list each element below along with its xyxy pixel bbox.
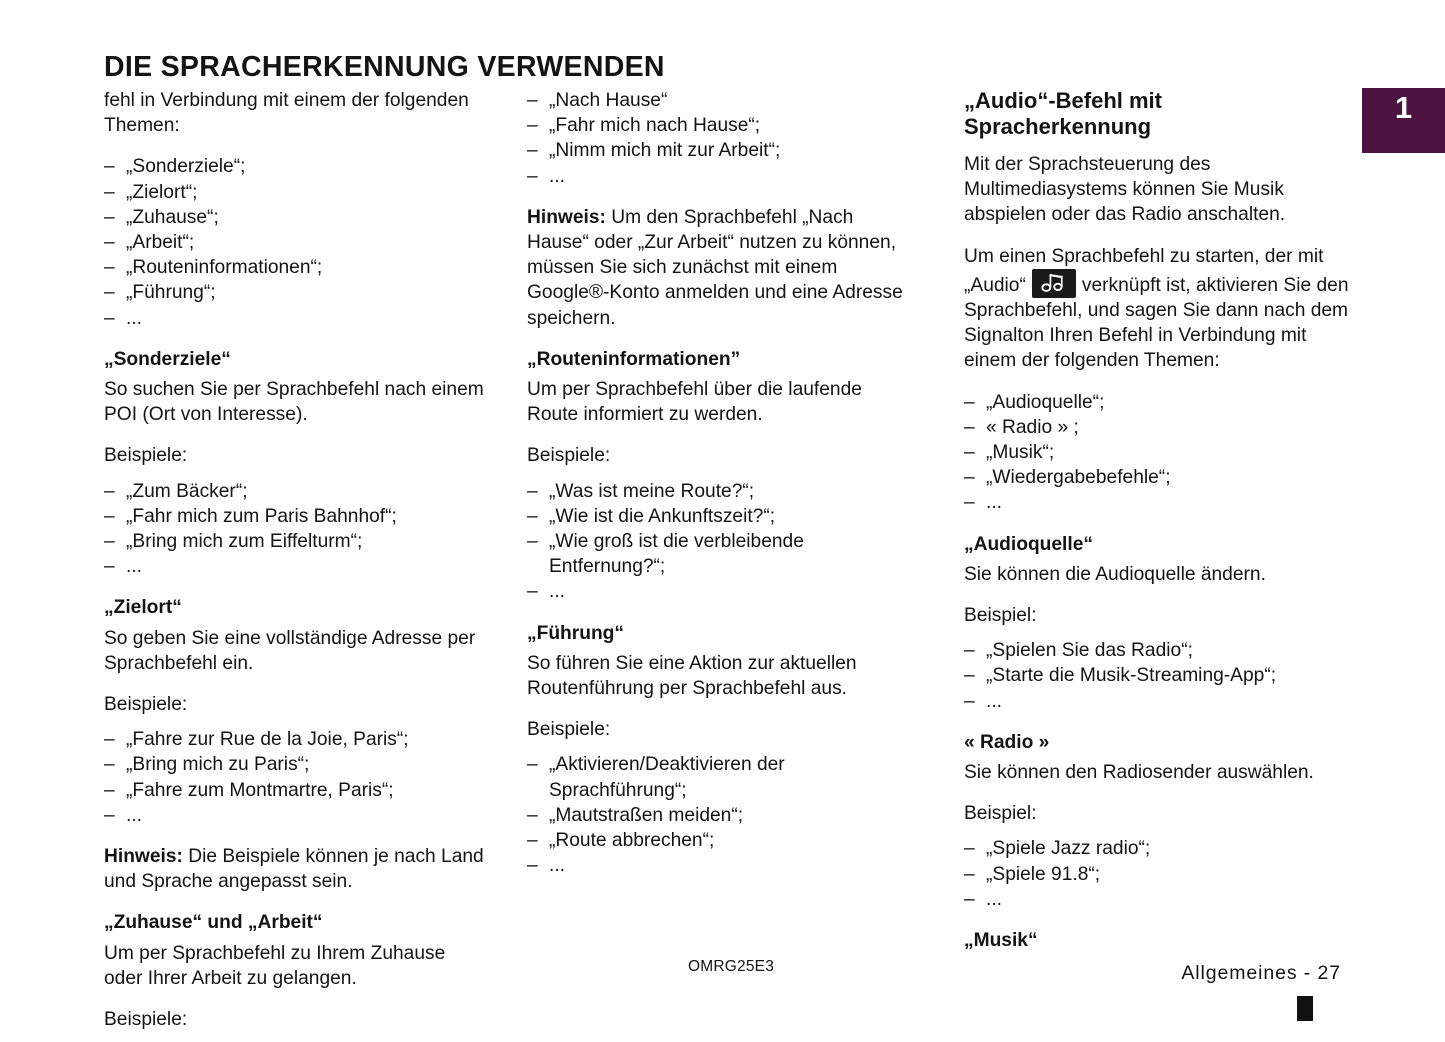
- list-item: – „Wiedergabebefehle“;: [964, 465, 1349, 490]
- list-item: – „Wie groß ist die verbleibende Entfernung?“;: [527, 529, 917, 579]
- body-routeninformationen: Um per Sprachbefehl über die laufende Route informiert zu werden.: [527, 379, 862, 426]
- intro-paragraph: fehl in Verbindung mit einem der folgenden Themen:: [104, 90, 469, 137]
- heading-musik: „Musik“: [964, 930, 1038, 952]
- list-item: – „Mautstraßen meiden“;: [527, 803, 917, 828]
- column-2: [527, 88, 917, 894]
- list-item: – „Fahr mich nach Hause“;: [527, 113, 917, 138]
- examples-label-fuehrung: Beispiele:: [527, 719, 611, 741]
- footer-page-number: Allgemeines - 27: [1181, 962, 1341, 984]
- list-item: – « Radio » ;: [964, 415, 1349, 440]
- list-item: – „Starte die Musik-Streaming-App“;: [964, 663, 1349, 688]
- heading-routeninformationen: „Routeninformationen”: [527, 348, 741, 370]
- list-item: – „Bring mich zum Eiffelturm“;: [104, 529, 486, 554]
- list-item: – „Arbeit“;: [104, 230, 486, 255]
- examples-label-zielort: Beispiele:: [104, 694, 188, 716]
- footer-document-code: OMRG25E3: [688, 958, 775, 975]
- heading-zielort: „Zielort“: [104, 597, 182, 619]
- body-zielort: So geben Sie eine vollständige Adresse per Sprachbefehl ein.: [104, 627, 476, 674]
- list-item: – „Wie ist die Ankunftszeit?“;: [527, 504, 917, 529]
- list-item: – „Spiele 91.8“;: [964, 862, 1349, 887]
- chapter-tab-number: 1: [1394, 90, 1413, 125]
- list-item: – ...: [527, 579, 917, 604]
- body-fuehrung: So führen Sie eine Aktion zur aktuellen Routenführung per Sprachbefehl aus.: [527, 652, 857, 700]
- text-after-icon: verknüpft ist, aktivieren Sie den Sprachbefehl, und sagen Sie dann nach dem Signalton Ihren Befehl in Verbindung mit einem der folgenden Themen:: [964, 274, 1349, 372]
- heading-audio-befehl: „Audio“-Befehl mit Spracherkennung: [964, 88, 1162, 139]
- heading-sonderziele: „Sonderziele“: [104, 348, 231, 370]
- list-item: – „Route abbrechen“;: [527, 828, 917, 853]
- list-item: – ...: [104, 306, 486, 331]
- list-item: – „Audioquelle“;: [964, 390, 1349, 415]
- list-item: – „Musik“;: [964, 440, 1349, 465]
- list-item: – ...: [964, 887, 1349, 912]
- list-item: – „Routeninformationen“;: [104, 255, 486, 280]
- list-item: – „Was ist meine Route?“;: [527, 479, 917, 504]
- heading-zuhause-arbeit: „Zuhause“ und „Arbeit“: [104, 912, 323, 934]
- examples-list-radio: [964, 836, 1349, 912]
- list-item: – „Fahre zur Rue de la Joie, Paris“;: [104, 727, 486, 752]
- list-item: – „Spielen Sie das Radio“;: [964, 638, 1349, 663]
- music-note-icon: [1032, 269, 1076, 298]
- note-text: Die Beispiele können je nach Land und Sprache angepasst sein.: [104, 846, 484, 893]
- list-item: – ...: [964, 490, 1349, 515]
- examples-list-routeninformationen: [527, 479, 917, 605]
- note-examples-vary: [104, 844, 486, 894]
- list-item: – ...: [104, 554, 486, 579]
- examples-label-zuhause-arbeit: Beispiele:: [104, 1009, 188, 1031]
- list-item: – „Führung“;: [104, 280, 486, 305]
- heading-radio: « Radio »: [964, 731, 1050, 753]
- note-google-account: [527, 205, 917, 331]
- body-zuhause-arbeit: Um per Sprachbefehl zu Ihrem Zuhause oder Ihrer Arbeit zu gelangen.: [104, 942, 446, 989]
- heading-audioquelle: „Audioquelle“: [964, 533, 1093, 555]
- list-item: – „Zum Bäcker“;: [104, 479, 486, 504]
- list-item: – „Zuhause“;: [104, 205, 486, 230]
- body-radio: Sie können den Radiosender auswählen.: [964, 762, 1314, 784]
- list-item: – ...: [964, 689, 1349, 714]
- text-before-icon: Um einen Sprachbefehl zu starten, der mit „Audio“: [964, 245, 1324, 296]
- body-audio-intro: Mit der Sprachsteuerung des Multimediasystems können Sie Musik abspielen oder das Radio anschalten.: [964, 154, 1286, 226]
- list-item: – „Sonderziele“;: [104, 154, 486, 179]
- page-title: DIE SPRACHERKENNUNG VERWENDEN: [104, 51, 665, 84]
- list-item: – „Fahre zum Montmartre, Paris“;: [104, 778, 486, 803]
- examples-list-sonderziele: [104, 479, 486, 580]
- body-audio-start-command: [964, 244, 1349, 374]
- list-item: – „Fahr mich zum Paris Bahnhof“;: [104, 504, 486, 529]
- list-item: – ...: [527, 853, 917, 878]
- list-item: – ...: [104, 803, 486, 828]
- list-item: – „Nimm mich mit zur Arbeit“;: [527, 138, 917, 163]
- topics-list-audio: [964, 390, 1349, 516]
- list-item: – ...: [527, 164, 917, 189]
- body-sonderziele: So suchen Sie per Sprachbefehl nach einem POI (Ort von Interesse).: [104, 379, 484, 426]
- topics-list-navigation: [104, 154, 486, 330]
- examples-list-fuehrung: [527, 752, 917, 878]
- examples-label-routeninformationen: Beispiele:: [527, 445, 611, 467]
- body-audioquelle: Sie können die Audioquelle ändern.: [964, 563, 1266, 585]
- examples-label-audioquelle: Beispiel:: [964, 605, 1037, 627]
- chapter-tab: [1362, 88, 1445, 153]
- list-item: – „Spiele Jazz radio“;: [964, 836, 1349, 861]
- examples-list-home-work: [527, 88, 917, 189]
- note-text: Um den Sprachbefehl „Nach Hause“ oder „Zur Arbeit“ nutzen zu können, müssen Sie sich zunächst mit einem Google®-Konto anmelden und eine Adresse speichern.: [527, 206, 903, 329]
- examples-label-radio: Beispiel:: [964, 803, 1037, 825]
- examples-list-audioquelle: [964, 638, 1349, 714]
- list-item: – „Bring mich zu Paris“;: [104, 752, 486, 777]
- column-1: [104, 88, 486, 1042]
- column-3: [964, 88, 1349, 958]
- list-item: – „Zielort“;: [104, 180, 486, 205]
- heading-fuehrung: „Führung“: [527, 622, 624, 644]
- examples-list-zielort: [104, 727, 486, 828]
- note-label: Hinweis:: [527, 206, 606, 228]
- note-label: Hinweis:: [104, 846, 183, 868]
- list-item: – „Nach Hause“: [527, 88, 917, 113]
- examples-label-sonderziele: Beispiele:: [104, 445, 188, 467]
- list-item: – „Aktivieren/Deaktivieren der Sprachführung“;: [527, 752, 917, 802]
- page-edge-marker: [1297, 996, 1313, 1021]
